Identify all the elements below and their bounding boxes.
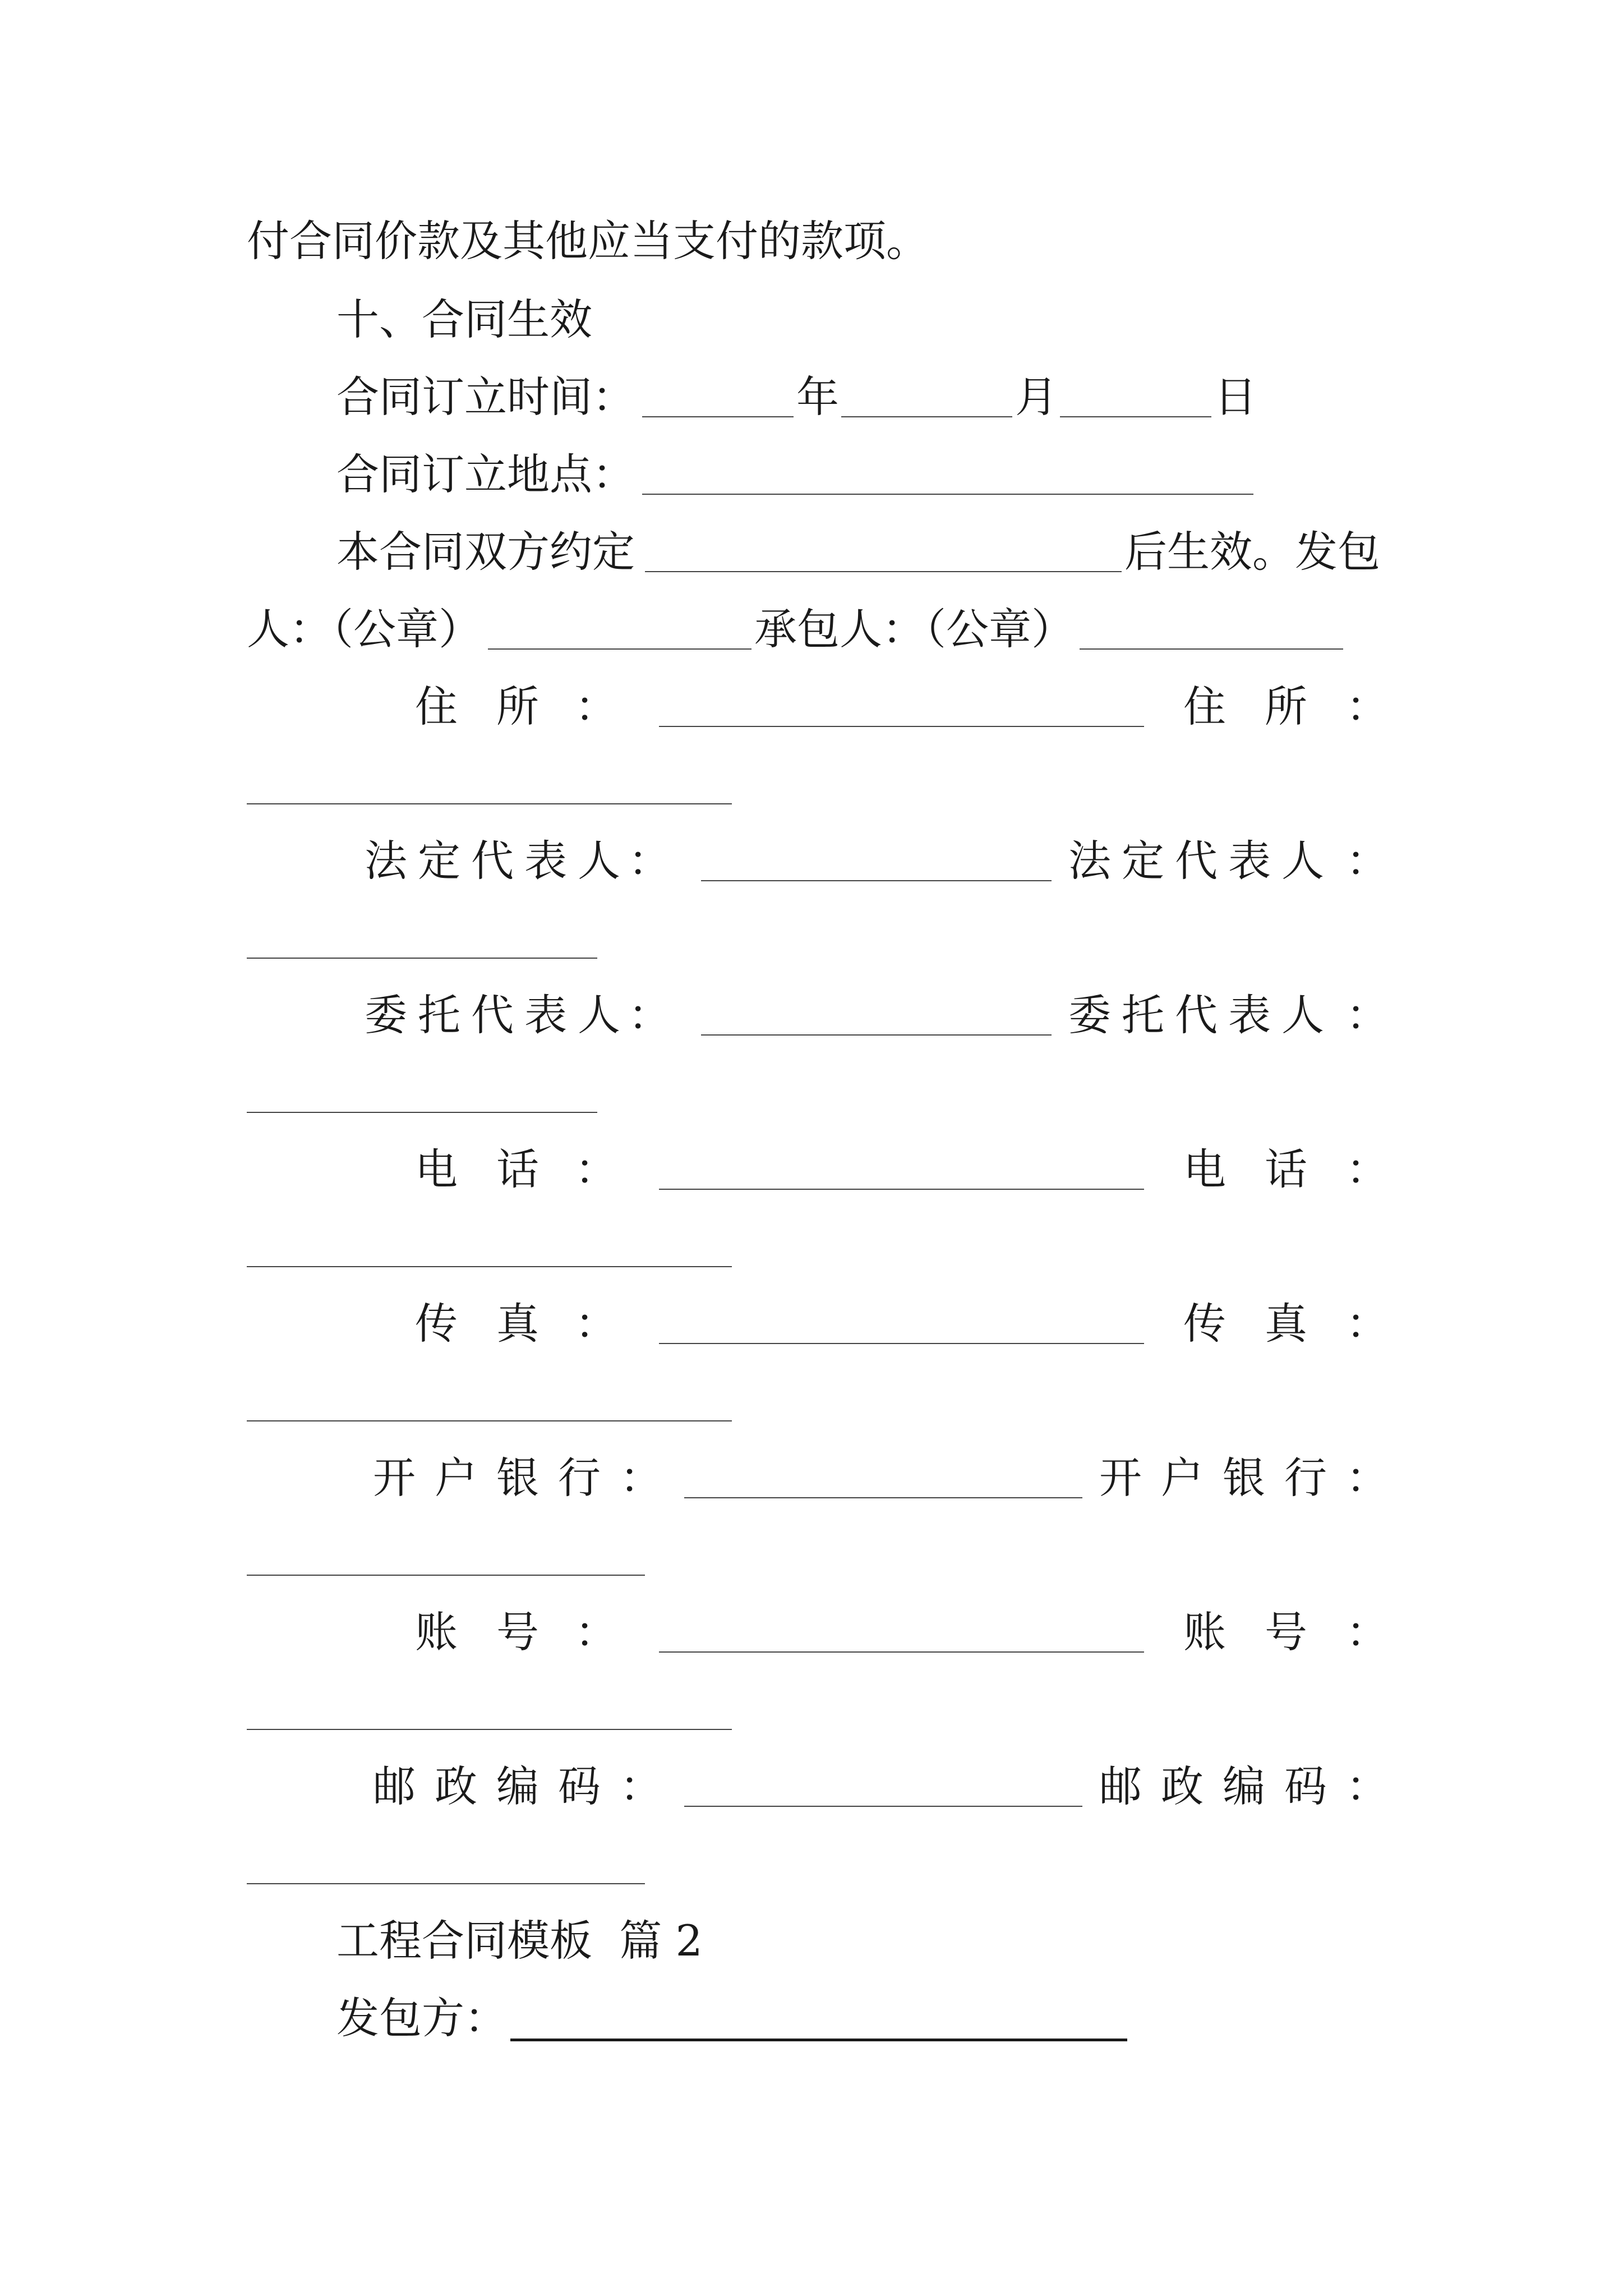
legal-rep-left-2: 定 [418,836,460,886]
phone-right-2: 话 [1265,1144,1307,1194]
address-left-label: 住 [415,682,458,731]
agent-rep-right-5: 人 [1281,990,1324,1040]
postcode-right-blank[interactable] [247,1883,645,1884]
sign-place-blank[interactable] [642,494,1253,495]
fax-left-2: 真 [496,1299,539,1349]
legal-rep-right-5: 人 [1281,836,1324,886]
fax-right-1: 传 [1183,1299,1226,1349]
bank-right-2: 户 [1161,1453,1204,1503]
account-right-blank[interactable] [247,1729,732,1730]
contractor-seal-blank[interactable] [1080,648,1343,650]
bank-left-blank[interactable] [684,1497,1082,1498]
address-right-colon: ： [1346,682,1389,731]
postcode-left-1: 邮 [373,1761,416,1811]
template-title: 工程合同模板 篇 2 [336,1916,703,1966]
postcode-right-1: 邮 [1099,1761,1142,1811]
employer-seal-blank[interactable] [488,648,751,650]
legal-rep-right-1: 法 [1068,836,1111,886]
bank-right-3: 银 [1223,1453,1265,1503]
year-label: 年 [796,372,839,422]
postcode-left-colon: ： [620,1761,662,1811]
account-left-1: 账 [415,1607,458,1657]
agent-rep-right-blank[interactable] [247,1112,597,1113]
account-right-1: 账 [1183,1607,1226,1657]
agent-rep-right-3: 代 [1175,990,1218,1040]
postcode-right-3: 编 [1223,1761,1265,1811]
bank-right-1: 开 [1099,1453,1142,1503]
fax-left-blank[interactable] [659,1343,1144,1344]
account-right-2: 号 [1265,1607,1307,1657]
postcode-right-2: 政 [1161,1761,1204,1811]
bank-right-4: 行 [1284,1453,1327,1503]
employer-seal-label: 人：（公章） [247,604,481,654]
address-left-blank[interactable] [659,726,1144,727]
bank-left-1: 开 [373,1453,416,1503]
address-left-colon: ： [575,682,617,731]
sign-time-label: 合同订立时间： [336,372,635,422]
bank-right-blank[interactable] [247,1575,645,1576]
agent-rep-right-4: 表 [1228,990,1271,1040]
bank-left-3: 银 [496,1453,539,1503]
legal-rep-right-blank[interactable] [247,958,597,959]
agent-rep-right-2: 托 [1122,990,1164,1040]
postcode-right-4: 码 [1284,1761,1327,1811]
postcode-right-colon: ： [1346,1761,1389,1811]
phone-right-colon: ： [1346,1144,1389,1194]
phone-right-blank[interactable] [247,1266,732,1267]
legal-rep-left-blank[interactable] [701,880,1052,881]
legal-rep-left-1: 法 [365,836,407,886]
day-label: 日 [1214,372,1257,422]
year-blank[interactable] [642,416,794,417]
bank-left-4: 行 [558,1453,601,1503]
employer-blank[interactable] [510,2039,1127,2041]
address-right-label: 住 [1183,682,1226,731]
postcode-left-2: 政 [435,1761,477,1811]
legal-rep-right-colon: ： [1346,836,1389,886]
account-left-colon: ： [575,1607,617,1657]
agent-rep-left-5: 人 [578,990,620,1040]
postcode-left-3: 编 [496,1761,539,1811]
day-blank[interactable] [1060,416,1211,417]
account-left-2: 号 [496,1607,539,1657]
bank-left-2: 户 [435,1453,477,1503]
phone-right-1: 电 [1183,1144,1226,1194]
address-left-label-2: 所 [496,682,539,731]
legal-rep-right-4: 表 [1228,836,1271,886]
fax-right-blank[interactable] [247,1420,732,1421]
fax-right-2: 真 [1265,1299,1307,1349]
contractor-seal-label: 承包人：（公章） [754,604,1074,654]
phone-left-1: 电 [415,1144,458,1194]
agent-rep-right-colon: ： [1346,990,1389,1040]
legal-rep-right-3: 代 [1175,836,1218,886]
legal-rep-right-2: 定 [1122,836,1164,886]
postcode-left-4: 码 [558,1761,601,1811]
fax-left-1: 传 [415,1299,458,1349]
agent-rep-left-blank[interactable] [701,1034,1052,1036]
agree-blank[interactable] [645,571,1122,572]
bank-right-colon: ： [1346,1453,1389,1503]
fax-left-colon: ： [575,1299,617,1349]
payment-line: 付合同价款及其他应当支付的款项。 [247,216,929,266]
phone-left-colon: ： [575,1144,617,1194]
postcode-left-blank[interactable] [684,1806,1082,1807]
legal-rep-left-3: 代 [471,836,514,886]
agent-rep-right-1: 委 [1068,990,1111,1040]
agent-rep-left-colon: ： [628,990,671,1040]
sign-place-label: 合同订立地点： [336,449,635,499]
agent-rep-left-1: 委 [365,990,407,1040]
month-blank[interactable] [841,416,1012,417]
account-right-colon: ： [1346,1607,1389,1657]
address-right-blank[interactable] [247,803,732,804]
agent-rep-left-2: 托 [418,990,460,1040]
agent-rep-left-3: 代 [471,990,514,1040]
legal-rep-left-4: 表 [524,836,567,886]
phone-left-2: 话 [496,1144,539,1194]
phone-left-blank[interactable] [659,1189,1144,1190]
employer-label: 发包方： [336,1993,507,2043]
legal-rep-left-colon: ： [628,836,671,886]
month-label: 月 [1015,372,1058,422]
address-right-label-2: 所 [1265,682,1307,731]
agent-rep-left-4: 表 [524,990,567,1040]
agree-suffix: 后生效。发包 [1124,527,1380,577]
fax-right-colon: ： [1346,1299,1389,1349]
bank-left-colon: ： [620,1453,662,1503]
section-heading: 十、合同生效 [336,295,592,344]
legal-rep-left-5: 人 [578,836,620,886]
account-left-blank[interactable] [659,1651,1144,1653]
agree-prefix: 本合同双方约定 [336,527,635,577]
